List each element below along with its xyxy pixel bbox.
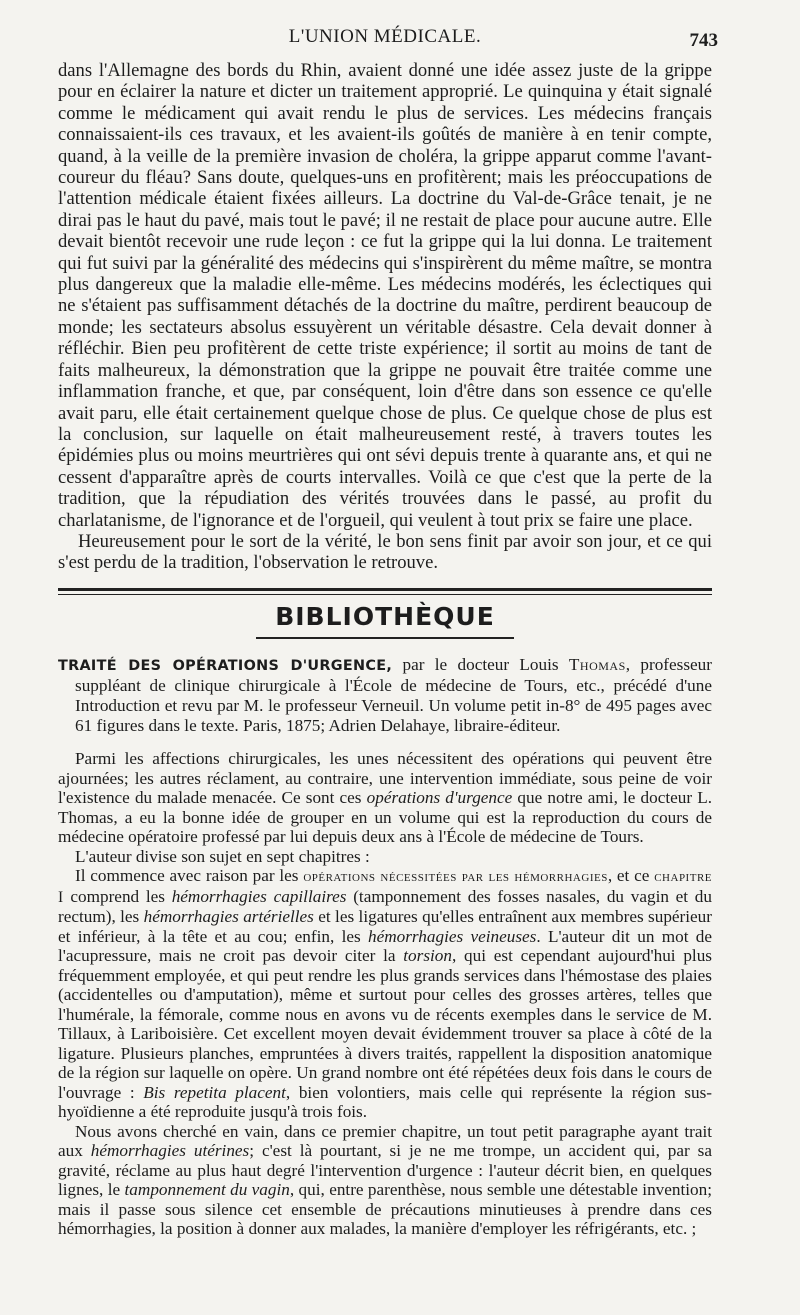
italic-run: tamponnement du vagin [124,1180,290,1200]
small-caps-run: opérations nécessitées par les hémorrhagies [303,868,608,886]
small-caps-run: chapitre I [58,868,712,906]
text-run: et les ligatures qu'elles entraînent aux membres supérieur et inférieur, à la tête et au cou; enfin, les [58,907,712,946]
italic-run: hémorrhagies utérines [90,1141,250,1161]
italic-run: Bis repetita placent [143,1082,286,1102]
entry-by: par le docteur Louis [392,654,569,674]
section-divider [58,588,712,595]
italic-run: hémorrhagies veineuses [368,926,537,946]
entry-author: Thomas [568,654,626,674]
text-run: , et ce [607,866,655,886]
review-paragraph [58,866,712,1122]
title-underline [256,637,514,639]
article-paragraph: dans l'Allemagne des bords du Rhin, avaient donné une idée assez juste de la grippe pour en éclairer la nature et dicter un traitement approprié. Le quinquina y était signalé comme le médicament qui avait rendu le plus de services. Les médecins français connaissaient-ils ces travaux, et les avaient-ils goûtés de manière à en tenir compte, quand, à la veille de la première invasion de choléra, la grippe apparut comme l'avant-coureur du fléau? Sans doute, quelques-uns en profitèrent; mais les préoccupations de l'attention médicale étaient fixées ailleurs. La doctrine du Val-de-Grâce tenait, je ne dirai pas le haut du pavé, mais tout le pavé; il ne restait de place pour aucune autre. Elle devait bientôt recevoir une rude leçon : ce fut la grippe qui la lui donna. Le traitement qui fut suivi par la généralité des médecins qui s'inspirèrent du même maître, se montra plus dangereux que la maladie elle-même. Les médecins modérés, les éclectiques qui ne s'étaient pas suffisamment détachés de la doctrine du maître, perdirent beaucoup de monde; les sectateurs absolus essuyèrent un véritable désastre. Cela devait donner à réfléchir. Bien peu profitèrent de cette triste expérience; il sortit au moins de tant de faits malheureux, la démonstration que la grippe ne pouvait être traitée comme une inflammation franche, et que, par conséquent, loin d'être dans son essence ce qu'elle avait paru, elle était certainement quelque chose de plus. Ce quelque chose de plus est la conclusion, sur laquelle on était malheureusement resté, à travers toutes les épidémies plus ou moins meurtrières qui ont sévi depuis trente à quarante ans, et qui ne cessent d'apparaître après de courts intervalles. Voilà ce que c'est que la perte de la tradition, que la répudiation des vérités trouvées dans le passé, au profit du charlatanisme, de l'ignorance et de l'orgueil, qui veulent à tout prix se faire une place. [58,60,712,531]
review-paragraph: L'auteur divise son sujet en sept chapitres : [75,846,370,866]
italic-run: opérations d'urgence [366,788,513,808]
page-header [58,24,718,60]
page-number: 743 [689,30,718,51]
italic-run: hémorrhagies artérielles [143,907,314,927]
entry-details: , professeur suppléant de clinique chirurgicale à l'École de médecine de Tours, etc., précédé d'une Introduction et revu par M. le professeur Verneuil. Un volume petit in-8° de 495 pages avec 61 figures dans le texte. Paris, 1875; Adrien Delahaye, libraire-éditeur. [75,654,712,735]
review-text [58,749,712,1239]
text-run: ; c'est là pourtant, si je ne me trompe, un accident qui, par sa gravité, réclame au plus haut degré l'intervention d'urgence : l'auteur décrit bien, en quelques lignes, le [58,1141,712,1200]
text-run: Parmi les affections chirurgicales, les unes nécessitent des opérations qui peuvent être ajournées; les autres réclament, au contraire, une intervention immédiate, sous peine de voir l'existence du malade menacée. Ce sont ces [58,749,712,808]
bibliographic-entry [58,655,712,735]
running-title: L'UNION MÉDICALE. [288,26,482,47]
article-paragraph: Heureusement pour le sort de la vérité, le bon sens finit par avoir son jour, et ce qui s'est perdu de la tradition, l'observation le retrouve. [58,530,712,574]
continued-article [58,60,712,574]
section-title: BIBLIOTHÈQUE [275,601,495,631]
italic-run: hémorrhagies capillaires [171,886,347,906]
text-run: (tamponnement des fosses nasales, du vagin et du rectum), les [58,886,712,927]
text-run: comprend les [63,886,172,906]
text-run: , bien volontiers, mais celle qui représente la région sus-hyoïdienne a été reproduite jusqu'à trois fois. [58,1082,712,1122]
text-run: que notre ami, le docteur L. Thomas, a eu la bonne idée de grouper en un volume qui est la reproduction du cours de médecine opératoire professé par lui depuis deux ans à l'École de médecine de Tours. [58,788,712,847]
text-run: , qui est cependant aujourd'hui plus fréquemment employée, et qui peut rendre les plus grands services dans l'hémostase des plaies (accidentelles ou d'amputation), même et surtout pour celles des grosses artères, telles que l'humérale, la fémorale, comme nous en avons vu de récents exemples dans le service de M. Tillaux, à Lariboisière. Cet excellent moyen devait évidemment trouver sa place à côté de la ligature. Plusieurs planches, empruntées à divers traités, rappellent la disposition anatomique de la région sur laquelle on opère. Un grand nombre ont été répétées deux fois dans le cours de l'ouvrage : [58,946,712,1102]
text-run: Il commence avec raison par les [75,866,304,886]
text-run: . L'auteur dit un mot de l'acupressure, mais ne croit pas devoir citer la [58,926,712,966]
work-title: TRAITÉ DES OPÉRATIONS D'URGENCE, [58,657,393,674]
italic-run: torsion [403,946,452,966]
review-paragraph [58,749,712,847]
review-paragraph [58,1122,712,1239]
text-run: Nous avons cherché en vain, dans ce premier chapitre, un tout petit paragraphe ayant trait aux [58,1121,712,1161]
text-run: , qui, entre parenthèse, nous semble une détestable invention; mais il passe sous silence cet ensemble de précautions minutieuses à prendre dans ces hémorrhagies, la position à donner aux malades, la manière d'employer les réfrigérants, etc. ; [58,1180,712,1239]
